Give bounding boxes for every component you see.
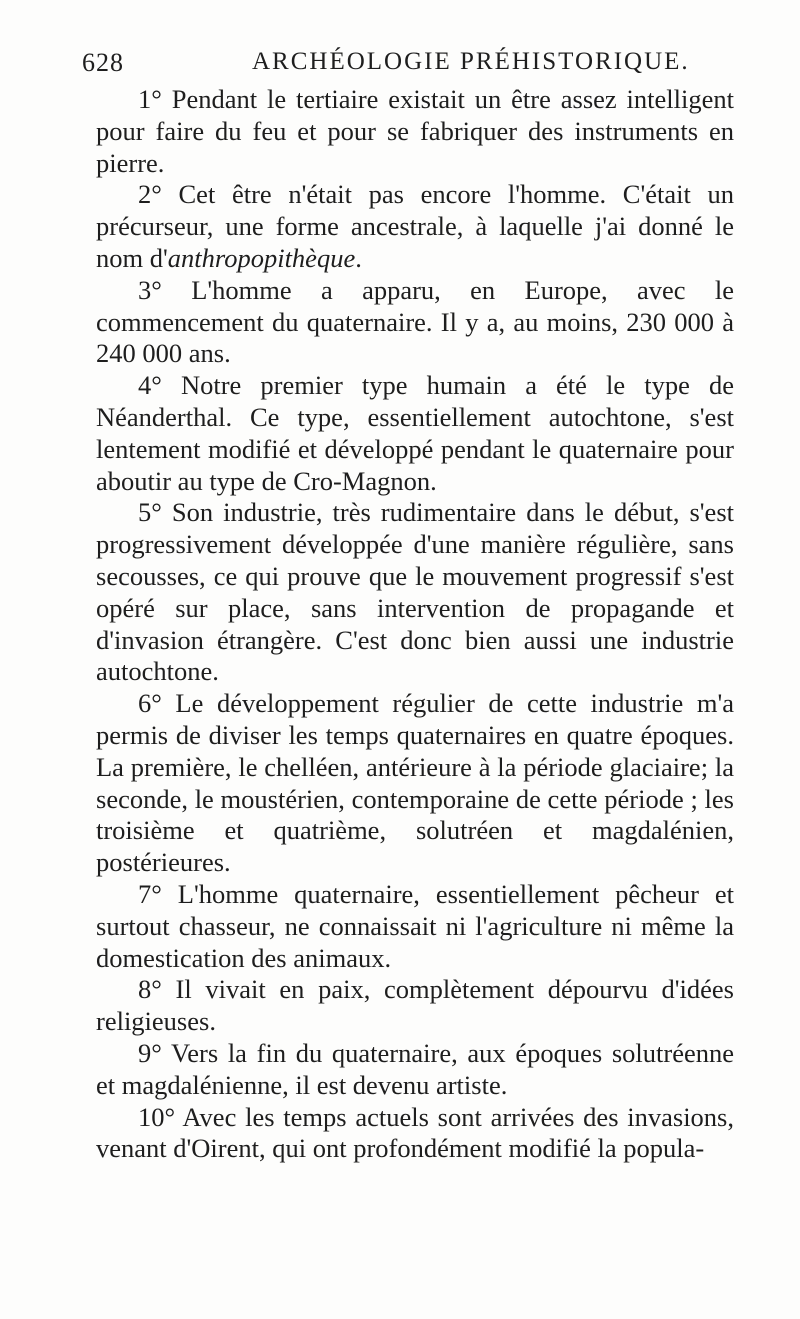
paragraph-10: 10° Avec les temps actuels sont arrivées des invasions, venant d'Oirent, qui ont profondément modifié la popula- bbox=[96, 1101, 734, 1164]
paragraph-2-text: 2° Cet être n'était pas encore l'homme. C'était un précurseur, une forme ancestrale, à laquelle j'ai donné le nom d' bbox=[96, 179, 734, 273]
paragraph-3: 3° L'homme a apparu, en Europe, avec le commencement du quaternaire. Il y a, au moins, 230 000 à 240 000 ans. bbox=[96, 274, 734, 369]
paragraph-9: 9° Vers la fin du quaternaire, aux époques solutréenne et magdalénienne, il est devenu artiste. bbox=[96, 1037, 734, 1100]
paragraph-2 bbox=[96, 179, 734, 274]
page-number: 628 bbox=[82, 48, 124, 77]
body-text bbox=[96, 84, 734, 1165]
paragraph-4: 4° Notre premier type humain a été le type de Néanderthal. Ce type, essentiellement autochtone, s'est lentement modifié et développé pendant le quaternaire pour aboutir au type de Cro-Magnon. bbox=[96, 370, 734, 496]
page-header bbox=[72, 42, 732, 82]
italic-term: anthropopithèque bbox=[167, 242, 356, 273]
paragraph-8: 8° Il vivait en paix, complètement dépourvu d'idées religieuses. bbox=[96, 974, 734, 1037]
paragraph-7: 7° L'homme quaternaire, essentiellement pêcheur et surtout chasseur, ne connaissait ni l'agriculture ni même la domestication des animaux. bbox=[96, 878, 734, 973]
paragraph-1: 1° Pendant le tertiaire existait un être assez intelligent pour faire du feu et pour se fabriquer des instruments en pierre. bbox=[96, 84, 734, 178]
paragraph-5: 5° Son industrie, très rudimentaire dans le début, s'est progressivement développée d'une manière régulière, sans secousses, ce qui prouve que le mouvement progressif s'est opéré sur place, sans intervention de propagande et d'invasion étrangère. C'est donc bien aussi une industrie autochtone. bbox=[96, 497, 734, 687]
running-title: ARCHÉOLOGIE PRÉHISTORIQUE. bbox=[252, 48, 690, 75]
paragraph-2-end: . bbox=[355, 242, 362, 273]
paragraph-6: 6° Le développement régulier de cette industrie m'a permis de diviser les temps quaternaires en quatre époques. La première, le chelléen, antérieure à la période glaciaire; la seconde, le moustérien, contemporaine de cette période ; les troisième et quatrième, solutréen et magdalénien, postérieures. bbox=[96, 688, 734, 878]
